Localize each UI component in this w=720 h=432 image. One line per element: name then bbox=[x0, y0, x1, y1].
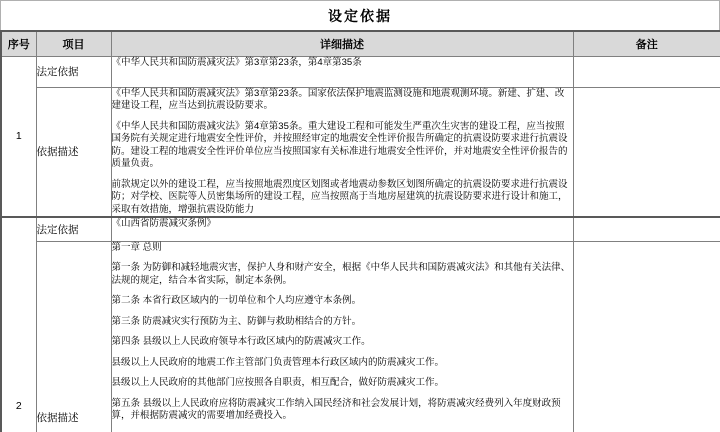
remark-cell bbox=[573, 87, 720, 217]
paragraph: 第三条 防震减灾实行预防为主、防御与救助相结合的方针。 bbox=[111, 315, 362, 327]
item-cell: 法定依据 bbox=[36, 217, 111, 241]
table-row bbox=[1, 56, 720, 87]
table-row bbox=[1, 217, 720, 241]
header-cell-remark: 备注 bbox=[573, 31, 720, 56]
seq-cell: 1 bbox=[1, 56, 36, 217]
paragraph: 县级以上人民政府的地震工作主管部门负责管理本行政区域内的防震减灾工作。 bbox=[111, 356, 445, 368]
item-cell: 法定依据 bbox=[36, 56, 111, 87]
remark-cell bbox=[573, 241, 720, 432]
title-bar bbox=[0, 0, 720, 30]
description-cell bbox=[111, 241, 573, 432]
paragraph: 第二条 本省行政区域内的一切单位和个人均应遵守本条例。 bbox=[111, 295, 362, 306]
header-row bbox=[1, 31, 720, 56]
description-cell bbox=[111, 87, 573, 217]
description-cell bbox=[111, 56, 573, 87]
item-cell: 依据描述 bbox=[36, 87, 111, 217]
paragraph: 《中华人民共和国防震减灾法》第3章第23条。国家依法保护地震监测设施和地震观测环境。新建、扩建、改建建设工程，应当达到抗震设防要求。 bbox=[111, 87, 565, 111]
paragraph: 第五条 县级以上人民政府应将防震减灾工作纳入国民经济和社会发展计划，将防震减灾经费列入年度财政预算，并根据防震减灾的需要增加经费投入。 bbox=[111, 397, 561, 421]
seq-cell: 2 bbox=[1, 217, 36, 432]
item-cell: 依据描述 bbox=[36, 241, 111, 432]
paragraph: 县级以上人民政府的其他部门应按照各自职责，相互配合，做好防震减灾工作。 bbox=[111, 377, 445, 388]
paragraph: 第一条 为防御和减轻地震灾害，保护人身和财产安全，根据《中华人民共和国防震减灾法》和其他有关法律、法规的规定，结合本省实际，制定本条例。 bbox=[111, 262, 571, 286]
paragraph: 《中华人民共和国防震减灾法》第4章第35条。重大建设工程和可能发生严重次生灾害的建设工程，应当按照国务院有关规定进行地震安全性评价，并按照经审定的地震安全性评价报告所确定的抗震设防要求进行抗震设防。建设工程的地震安全性评价单位应当按照国家有关标准进行地震安全性评价，并对地震安全性评价报告的质量负责。 bbox=[111, 120, 568, 169]
paragraph: 《中华人民共和国防震减灾法》第3章第23条，第4章第35条 bbox=[111, 56, 362, 68]
remark-cell bbox=[573, 56, 720, 87]
basis-table bbox=[0, 30, 720, 432]
header-cell-seq: 序号 bbox=[1, 31, 36, 56]
description-cell bbox=[111, 217, 573, 241]
table-row bbox=[1, 241, 720, 432]
header-cell-item: 项目 bbox=[36, 31, 111, 56]
table-row bbox=[1, 87, 720, 217]
paragraph: 《山西省防震减灾条例》 bbox=[111, 218, 217, 229]
paragraph: 第四条 县级以上人民政府领导本行政区域内的防震减灾工作。 bbox=[111, 336, 371, 347]
header-cell-description: 详细描述 bbox=[111, 31, 573, 56]
page-title: 设定依据 bbox=[328, 9, 392, 25]
paragraph: 第一章 总则 bbox=[111, 241, 162, 253]
remark-cell bbox=[573, 217, 720, 241]
paragraph: 前款规定以外的建设工程，应当按照地震烈度区划图或者地震动参数区划图所确定的抗震设防要求进行抗震设防；对学校、医院等人员密集场所的建设工程，应当按照高于当地房屋建筑的抗震设防要求进行设计和施工，采取有效措施，增强抗震设防能力 bbox=[111, 178, 568, 215]
